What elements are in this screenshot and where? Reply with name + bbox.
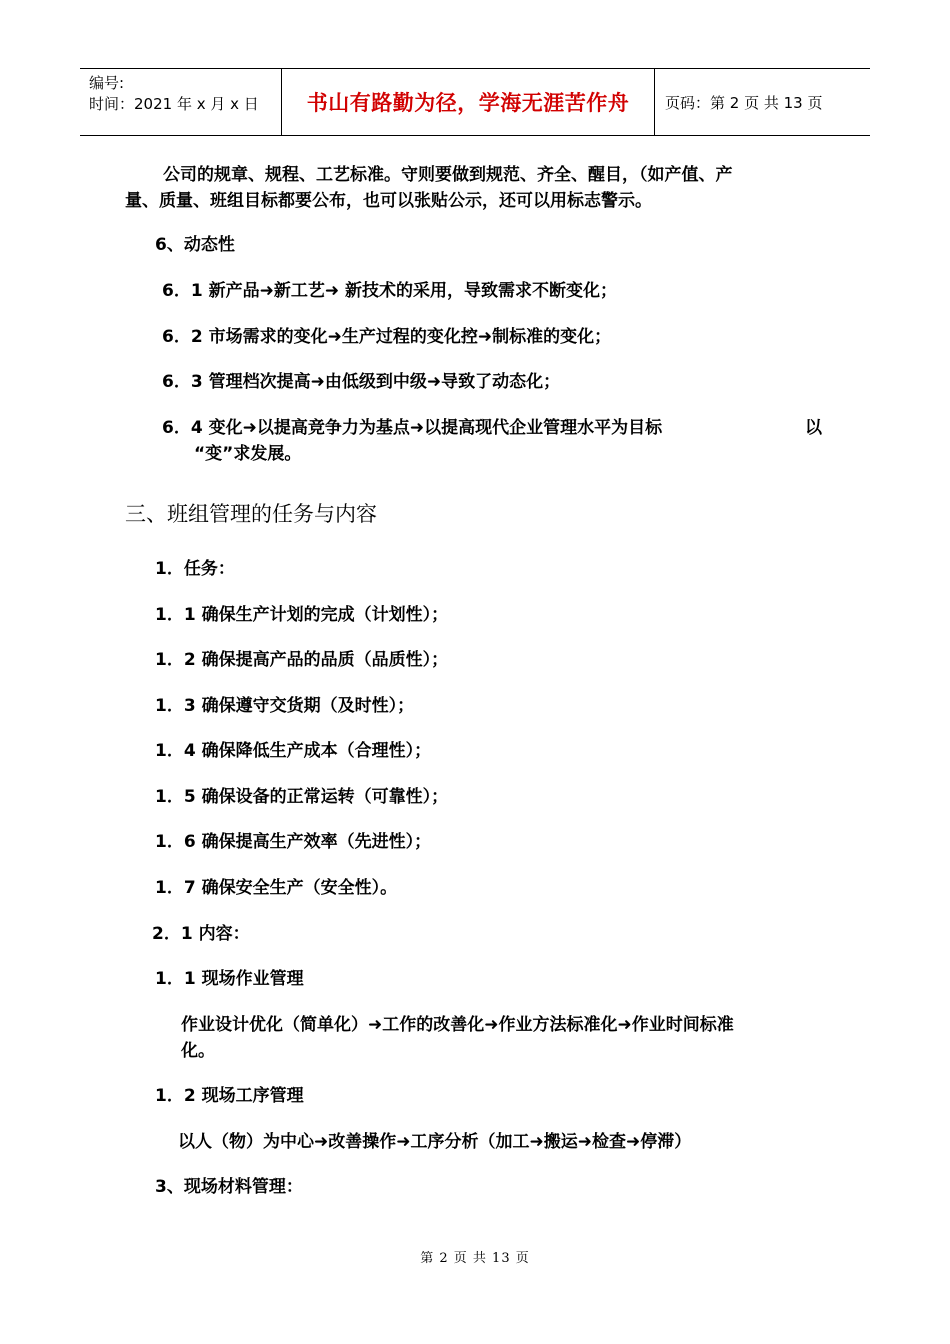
paragraph-line-1: 公司的规章、规程、工艺标准。守则要做到规范、齐全、醒目，（如产值、产 [163,165,733,185]
header-meta [80,69,282,135]
item-6-4: 6．4 变化➜以提高竞争力为基点➜以提高现代企业管理水平为目标 [162,418,663,438]
content-3: 3、现场材料管理： [155,1177,303,1197]
item-6-4-tail: 以 [805,418,822,438]
content-heading: 2．1 内容： [152,924,250,944]
task-1-2: 1．2 确保提高产品的品质（品质性）； [155,650,449,670]
heading-6: 6、动态性 [155,235,235,255]
item-6-3: 6．3 管理档次提高➜由低级到中级➜导致了动态化； [162,372,561,392]
section-3-title: 三、班组管理的任务与内容 [125,502,377,526]
item-6-4-cont: “变”求发展。 [194,444,302,464]
header-page-info: 页码：第 2 页 共 13 页 [665,93,823,112]
content-1-1-desc: 作业设计优化（简单化）➜工作的改善化➜作业方法标准化➜作业时间标准 [181,1015,734,1035]
page-header [80,68,870,136]
content-1-1: 1．1 现场作业管理 [155,969,304,989]
item-6-1: 6．1 新产品➜新工艺➜ 新技术的采用，导致需求不断变化； [162,281,617,301]
number-label: 编号: [89,74,125,92]
task-heading: 1．任务： [155,559,235,579]
item-6-2: 6．2 市场需求的变化➜生产过程的变化控➜制标准的变化； [162,327,612,347]
task-1-1: 1．1 确保生产计划的完成（计划性）； [155,605,449,625]
content-1-2: 1．2 现场工序管理 [155,1086,304,1106]
task-1-7: 1．7 确保安全生产（安全性）。 [155,878,398,898]
paragraph-line-2: 量、质量、班组目标都要公布，也可以张贴公示，还可以用标志警示。 [125,191,652,211]
task-1-5: 1．5 确保设备的正常运转（可靠性）； [155,787,449,807]
page-footer: 第 2 页 共 13 页 [420,1251,530,1266]
task-1-4: 1．4 确保降低生产成本（合理性）； [155,741,432,761]
task-1-3: 1．3 确保遵守交货期（及时性）； [155,696,415,716]
task-1-6: 1．6 确保提高生产效率（先进性）； [155,832,432,852]
time-label: 时间：2021 年 x 月 x 日 [89,95,259,113]
content-1-1-desc-cont: 化。 [181,1041,215,1061]
content-1-2-desc: 以人（物）为中心➜改善操作➜工序分析（加工➜搬运➜检查➜停滞） [178,1132,692,1152]
header-motto: 书山有路勤为径，学海无涯苦作舟 [282,69,655,135]
